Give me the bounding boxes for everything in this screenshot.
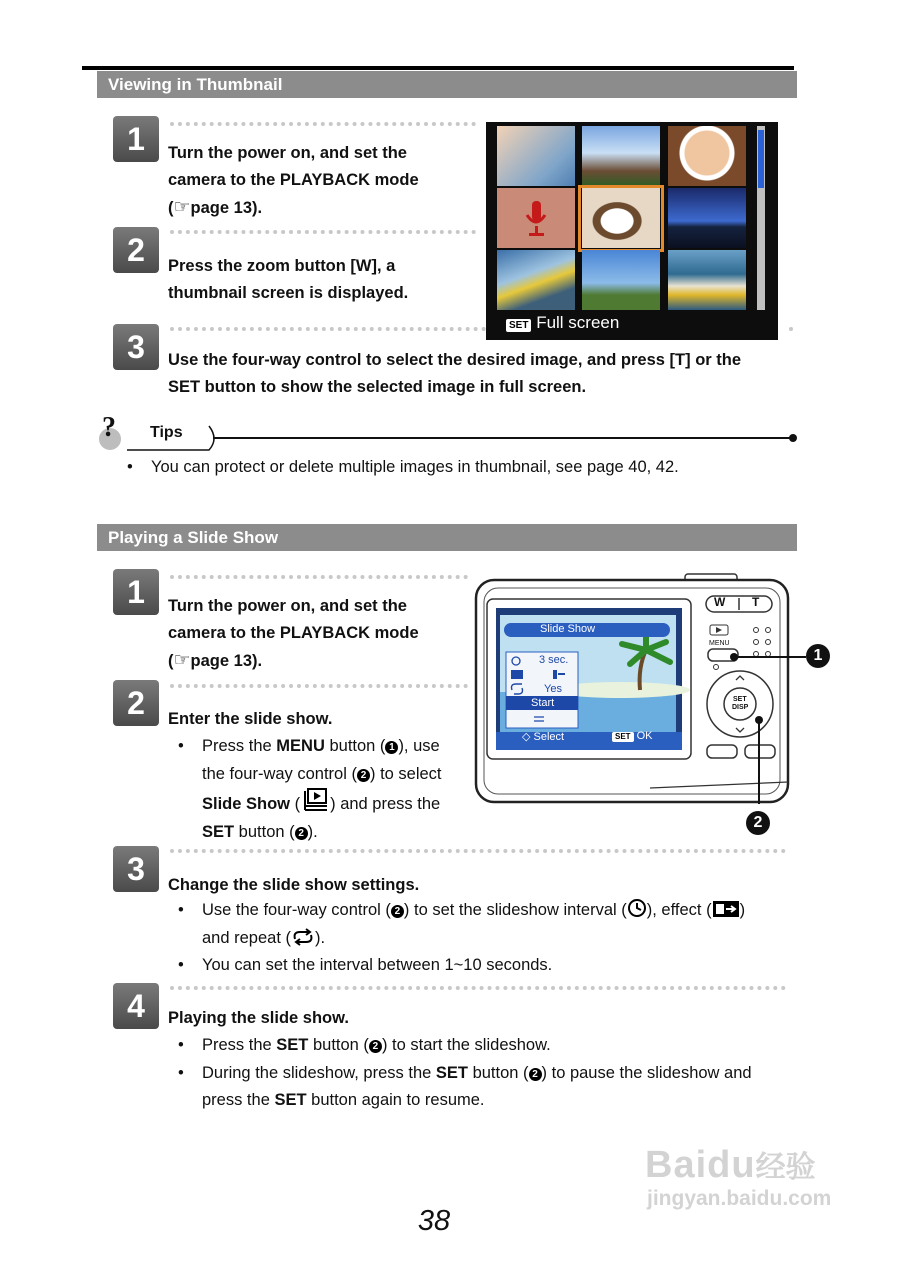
slideshow-step-1-text [168,593,419,675]
step-line: Press the zoom button [W], a [168,257,396,275]
set-label: SET [733,696,747,703]
dotted-divider [789,327,795,331]
tip-item [127,458,679,477]
zoom-t-label: T [752,595,760,609]
step-line: Use the four-way control to select the desired image, and press [T] or the [168,351,742,369]
text: the four-way control ( [202,764,357,783]
callout-2-badge: 2 [746,811,770,835]
step-line: camera to the PLAYBACK mode [168,171,419,189]
tips-banner [97,412,799,454]
scrollbar-thumb [758,130,764,188]
callout-2-icon: 2 [357,769,370,782]
callout-2-icon: 2 [529,1068,542,1081]
dotted-divider [170,230,476,234]
thumb-building-photo [582,250,660,310]
text: ) to select [369,764,442,783]
text: Press the [202,1036,277,1054]
interval-clock-icon [627,898,647,918]
text: ) [739,901,746,919]
step-number: 2 [113,680,159,726]
lcd-repeat: Yes [544,683,562,695]
text: ) to pause the slideshow and [541,1063,752,1082]
ref-paren: ( [168,652,174,670]
step-number: 3 [113,846,159,892]
tip-text: You can protect or delete multiple images in thumbnail, see page 40, 42. [151,458,679,476]
set-keyword: SET [276,1036,309,1054]
bullet-item [178,897,798,952]
lcd-select-label: Select [533,731,565,743]
pointing-hand-icon: ☞ [173,650,191,671]
ref-paren: ( [168,199,174,217]
bullet-item [178,952,798,980]
thumb-boat-photo [668,250,746,310]
bullet-item [178,1032,808,1060]
text: button ( [467,1063,529,1082]
svg-text:?: ? [102,412,116,443]
text: ), effect ( [646,901,712,919]
top-rule [82,66,794,70]
dotted-divider [170,684,468,688]
text: ) to start the slideshow. [381,1036,551,1054]
text: ) to set the slideshow interval ( [403,901,627,919]
lcd-ok-label: OK [636,730,653,742]
thumb-kids-photo [668,126,746,186]
set-keyword: SET [202,822,235,841]
four-way-arrows-icon: ◇ [522,731,531,743]
slideshow-step-2-bullets [178,733,468,846]
full-screen-label: Full screen [536,313,620,332]
step-number: 2 [113,227,159,273]
pointing-hand-icon: ☞ [173,197,191,218]
slideshow-step-3-bullets [178,897,798,980]
step-number: 3 [113,324,159,370]
camera-back-illustration [470,572,835,840]
callout-2-icon: 2 [369,1040,382,1053]
set-keyword: SET [435,1063,468,1082]
text: ). [307,822,318,841]
text: Use the four-way control ( [202,901,391,919]
menu-keyword: MENU [276,737,325,755]
text: ), use [398,737,440,755]
slideshow-step-4-bullets [178,1032,808,1115]
lcd-interval: 3 sec. [539,654,569,666]
page-reference [168,194,419,222]
step-number: 4 [113,983,159,1029]
watermark-brand: Baidu [645,1144,756,1186]
disp-label: DISP [732,704,749,711]
bullet: • [127,458,133,476]
thumbnail-screen-image [486,122,778,340]
selection-frame [578,185,664,252]
text: press the [202,1091,275,1109]
slideshow-step-4-heading: Playing the slide show. [168,1009,349,1027]
step-2-text [168,253,408,307]
text: button ( [234,822,295,841]
menu-label: MENU [709,640,730,647]
text: button again to resume. [306,1091,485,1109]
watermark-url: jingyan.baidu.com [647,1187,832,1210]
lcd-start: Start [531,697,555,709]
bullet-item [178,1060,808,1115]
dotted-divider [170,122,476,126]
dotted-divider [170,986,786,990]
dotted-divider [170,327,486,331]
lcd-ok [612,730,653,742]
callout-2-icon: 2 [391,905,404,918]
slide-show-keyword: Slide Show [202,795,291,813]
step-number: 1 [113,116,159,162]
lcd-title: Slide Show [540,623,596,635]
text: ( [290,795,301,813]
dotted-divider [170,575,468,579]
callout-1-badge: 1 [806,644,830,668]
thumbnail-scrollbar [757,126,765,310]
text: button ( [308,1036,369,1054]
thumb-city-photo [668,188,746,248]
microphone-icon [497,188,575,248]
page-number: 38 [417,1205,451,1237]
text: You can set the interval between 1~10 seconds. [202,956,553,974]
callout-2-icon: 2 [295,827,308,840]
step-line: SET button to show the selected image in full screen. [168,378,587,396]
effect-icon [712,900,740,918]
thumb-voice-memo [497,188,575,248]
step-line: camera to the PLAYBACK mode [168,624,419,642]
slideshow-step-2-heading: Enter the slide show. [168,710,333,728]
dotted-divider [170,849,786,853]
watermark-cn: 经验 [755,1151,816,1184]
step-line: Turn the power on, and set the [168,597,407,615]
callout-1-icon: 1 [385,741,398,754]
text: and repeat ( [202,928,291,947]
text: ). [314,928,326,947]
bullet-item [178,733,468,846]
ref-page: page 13). [190,652,263,670]
set-badge: SET [506,319,531,332]
section-title-slideshow: Playing a Slide Show [97,524,797,551]
lcd-select [522,730,564,743]
ref-page: page 13). [190,199,263,217]
slideshow-step-3-heading: Change the slide show settings. [168,876,420,894]
full-screen-hint [506,313,619,333]
thumb-baby-photo [497,126,575,186]
step-line: Turn the power on, and set the [168,144,407,162]
slide-show-icon [300,788,330,812]
set-keyword: SET [274,1091,307,1109]
tips-label: Tips [150,424,183,441]
text: ) and press the [330,795,441,813]
page-reference [168,647,419,675]
text: button ( [324,737,386,755]
text: Press the [202,737,277,755]
step-1-text [168,140,419,222]
step-number: 1 [113,569,159,615]
section-title-thumbnail: Viewing in Thumbnail [97,71,797,98]
set-badge: SET [612,732,634,742]
thumb-tree-photo [582,126,660,186]
baidu-watermark [645,1142,831,1211]
step-3-text [168,347,741,401]
thumb-car-photo [497,250,575,310]
text: During the slideshow, press the [202,1063,436,1082]
step-line: thumbnail screen is displayed. [168,284,409,302]
watermark-logo [645,1142,831,1187]
zoom-w-label: W [714,595,726,609]
repeat-icon [291,928,315,946]
